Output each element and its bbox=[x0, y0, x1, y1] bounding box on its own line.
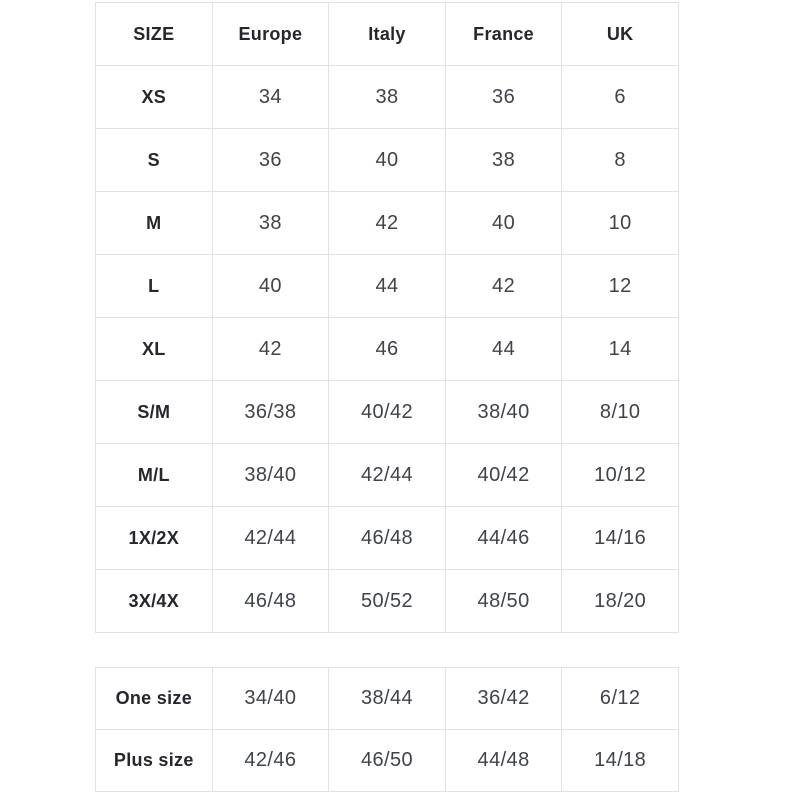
header-cell-uk: UK bbox=[562, 3, 679, 66]
value-cell: 44 bbox=[329, 255, 446, 318]
value-cell: 14 bbox=[562, 318, 679, 381]
size-label-cell: One size bbox=[96, 668, 213, 730]
value-cell: 40 bbox=[329, 129, 446, 192]
special-sizes-table bbox=[95, 667, 679, 792]
value-cell: 34 bbox=[212, 66, 329, 129]
value-cell: 46/48 bbox=[212, 570, 329, 633]
table-row bbox=[96, 192, 679, 255]
value-cell: 34/40 bbox=[212, 668, 329, 730]
size-label-cell: Plus size bbox=[96, 730, 213, 792]
size-label-cell: S/M bbox=[96, 381, 213, 444]
size-label-cell: 1X/2X bbox=[96, 507, 213, 570]
size-label-cell: XS bbox=[96, 66, 213, 129]
table-row bbox=[96, 318, 679, 381]
value-cell: 44 bbox=[445, 318, 562, 381]
value-cell: 36/38 bbox=[212, 381, 329, 444]
table-row bbox=[96, 255, 679, 318]
table-row bbox=[96, 668, 679, 730]
value-cell: 6 bbox=[562, 66, 679, 129]
table-row bbox=[96, 129, 679, 192]
value-cell: 40/42 bbox=[329, 381, 446, 444]
value-cell: 8/10 bbox=[562, 381, 679, 444]
value-cell: 42/44 bbox=[212, 507, 329, 570]
header-cell-france: France bbox=[445, 3, 562, 66]
table-row bbox=[96, 570, 679, 633]
value-cell: 38 bbox=[329, 66, 446, 129]
value-cell: 40 bbox=[445, 192, 562, 255]
value-cell: 50/52 bbox=[329, 570, 446, 633]
size-label-cell: 3X/4X bbox=[96, 570, 213, 633]
header-cell-europe: Europe bbox=[212, 3, 329, 66]
header-row bbox=[96, 3, 679, 66]
value-cell: 36/42 bbox=[445, 668, 562, 730]
value-cell: 38/40 bbox=[212, 444, 329, 507]
value-cell: 14/16 bbox=[562, 507, 679, 570]
value-cell: 40 bbox=[212, 255, 329, 318]
table-row bbox=[96, 66, 679, 129]
size-conversion-table bbox=[95, 2, 679, 633]
header-cell-size: SIZE bbox=[96, 3, 213, 66]
header-cell-italy: Italy bbox=[329, 3, 446, 66]
size-label-cell: S bbox=[96, 129, 213, 192]
value-cell: 38/40 bbox=[445, 381, 562, 444]
value-cell: 10 bbox=[562, 192, 679, 255]
value-cell: 42 bbox=[445, 255, 562, 318]
value-cell: 8 bbox=[562, 129, 679, 192]
value-cell: 42 bbox=[212, 318, 329, 381]
value-cell: 42 bbox=[329, 192, 446, 255]
table-row bbox=[96, 730, 679, 792]
value-cell: 44/46 bbox=[445, 507, 562, 570]
value-cell: 14/18 bbox=[562, 730, 679, 792]
size-label-cell: L bbox=[96, 255, 213, 318]
table-row bbox=[96, 507, 679, 570]
value-cell: 42/46 bbox=[212, 730, 329, 792]
value-cell: 40/42 bbox=[445, 444, 562, 507]
value-cell: 36 bbox=[212, 129, 329, 192]
value-cell: 10/12 bbox=[562, 444, 679, 507]
value-cell: 12 bbox=[562, 255, 679, 318]
size-label-cell: M/L bbox=[96, 444, 213, 507]
value-cell: 38 bbox=[212, 192, 329, 255]
size-label-cell: XL bbox=[96, 318, 213, 381]
value-cell: 38/44 bbox=[329, 668, 446, 730]
size-label-cell: M bbox=[96, 192, 213, 255]
value-cell: 6/12 bbox=[562, 668, 679, 730]
value-cell: 46/48 bbox=[329, 507, 446, 570]
value-cell: 44/48 bbox=[445, 730, 562, 792]
value-cell: 48/50 bbox=[445, 570, 562, 633]
value-cell: 46 bbox=[329, 318, 446, 381]
value-cell: 46/50 bbox=[329, 730, 446, 792]
value-cell: 38 bbox=[445, 129, 562, 192]
value-cell: 36 bbox=[445, 66, 562, 129]
value-cell: 18/20 bbox=[562, 570, 679, 633]
table-row bbox=[96, 444, 679, 507]
value-cell: 42/44 bbox=[329, 444, 446, 507]
table-row bbox=[96, 381, 679, 444]
